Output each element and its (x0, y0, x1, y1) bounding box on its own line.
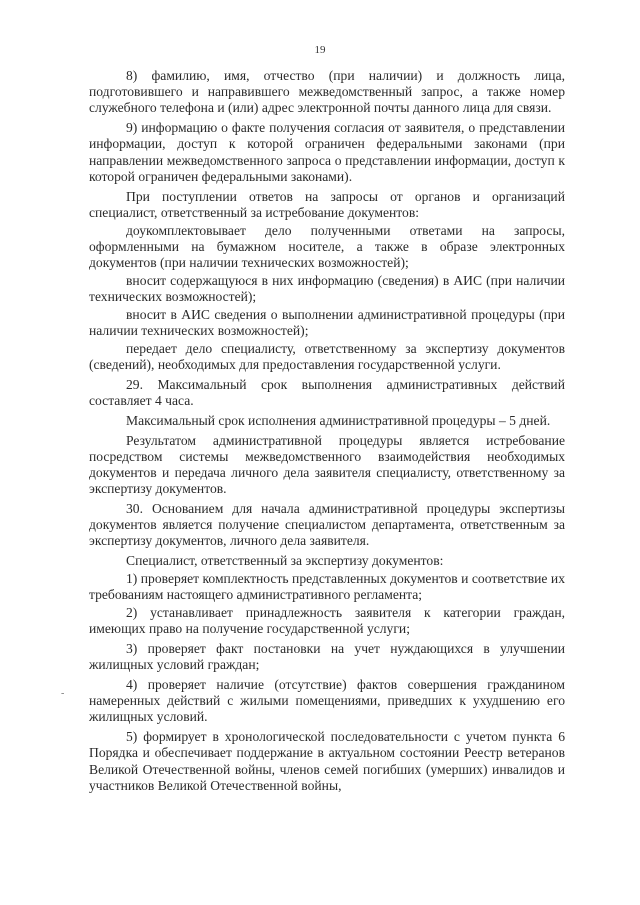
margin-mark: - (61, 688, 65, 699)
paragraph-check-2: 2) устанавливает принадлежность заявителя к категории граждан, имеющих право на получение государственной услуги; (89, 605, 565, 637)
paragraph-procedure-result: Результатом административной процедуры является истребование посредством системы межведомственного взаимодействия необходимых документов и передача личного дела заявителя специалисту, ответственному за экспертизу документов. (89, 432, 565, 497)
paragraph-action-complete-file: доукомплектовывает дело полученными ответами на запросы, оформленными на бумажном носителе, а также в образе электронных документов (при наличии технических возможностей); (89, 222, 565, 271)
paragraph-responses-intro: При поступлении ответов на запросы от органов и организаций специалист, ответственный за истребование документов: (89, 188, 565, 220)
paragraph-check-4: 4) проверяет наличие (отсутствие) фактов совершения гражданином намеренных действий с жилыми помещениями, приведших к ухудшению его жилищных условий. (89, 677, 565, 725)
paragraph-expert-intro: Специалист, ответственный за экспертизу документов: (126, 553, 444, 569)
paragraph-check-3: 3) проверяет факт постановки на учет нуждающихся в улучшении жилищных условий граждан; (89, 641, 565, 673)
paragraph-item-8: 8) фамилию, имя, отчество (при наличии) и должность лица, подготовившего и направившего межведомственный запрос, а также номер служебного телефона и (или) адрес электронной почты данного лица для связи. (89, 68, 565, 116)
paragraph-check-5: 5) формирует в хронологической последовательности с учетом пункта 6 Порядка и обеспечивает поддержание в актуальном состоянии Реестр ветеранов Великой Отечественной войны, членов семей погибших (умерших) инвалидов и участников Великой Отечественной войны, (89, 729, 565, 793)
paragraph-max-term: Максимальный срок исполнения административной процедуры – 5 дней. (126, 412, 551, 428)
paragraph-section-30: 30. Основанием для начала административной процедуры экспертизы документов является получение специалистом департамента, ответственным за экспертизу документов, личного дела заявителя. (89, 501, 565, 549)
paragraph-action-enter-info: вносит содержащуюся в них информацию (сведения) в АИС (при наличии технических возможностей); (89, 272, 565, 305)
paragraph-action-transfer-file: передает дело специалисту, ответственному за экспертизу документов (сведений), необходимых для предоставления государственной услуги. (89, 340, 565, 373)
paragraph-check-1: 1) проверяет комплектность представленных документов и соответствие их требованиям настоящего административного регламента; (89, 571, 565, 603)
paragraph-item-9: 9) информацию о факте получения согласия от заявителя, о представлении информации, доступ к которой ограничен федеральными законами (при направлении межведомственного запроса о представлении информации, доступ к которой ограничен федеральными законами). (89, 120, 565, 184)
page-number: 19 (314, 44, 326, 56)
document-body (89, 68, 565, 798)
paragraph-action-enter-status: вносит в АИС сведения о выполнении административной процедуры (при наличии технических возможностей); (89, 306, 565, 339)
paragraph-section-29: 29. Максимальный срок выполнения административных действий составляет 4 часа. (89, 376, 565, 409)
